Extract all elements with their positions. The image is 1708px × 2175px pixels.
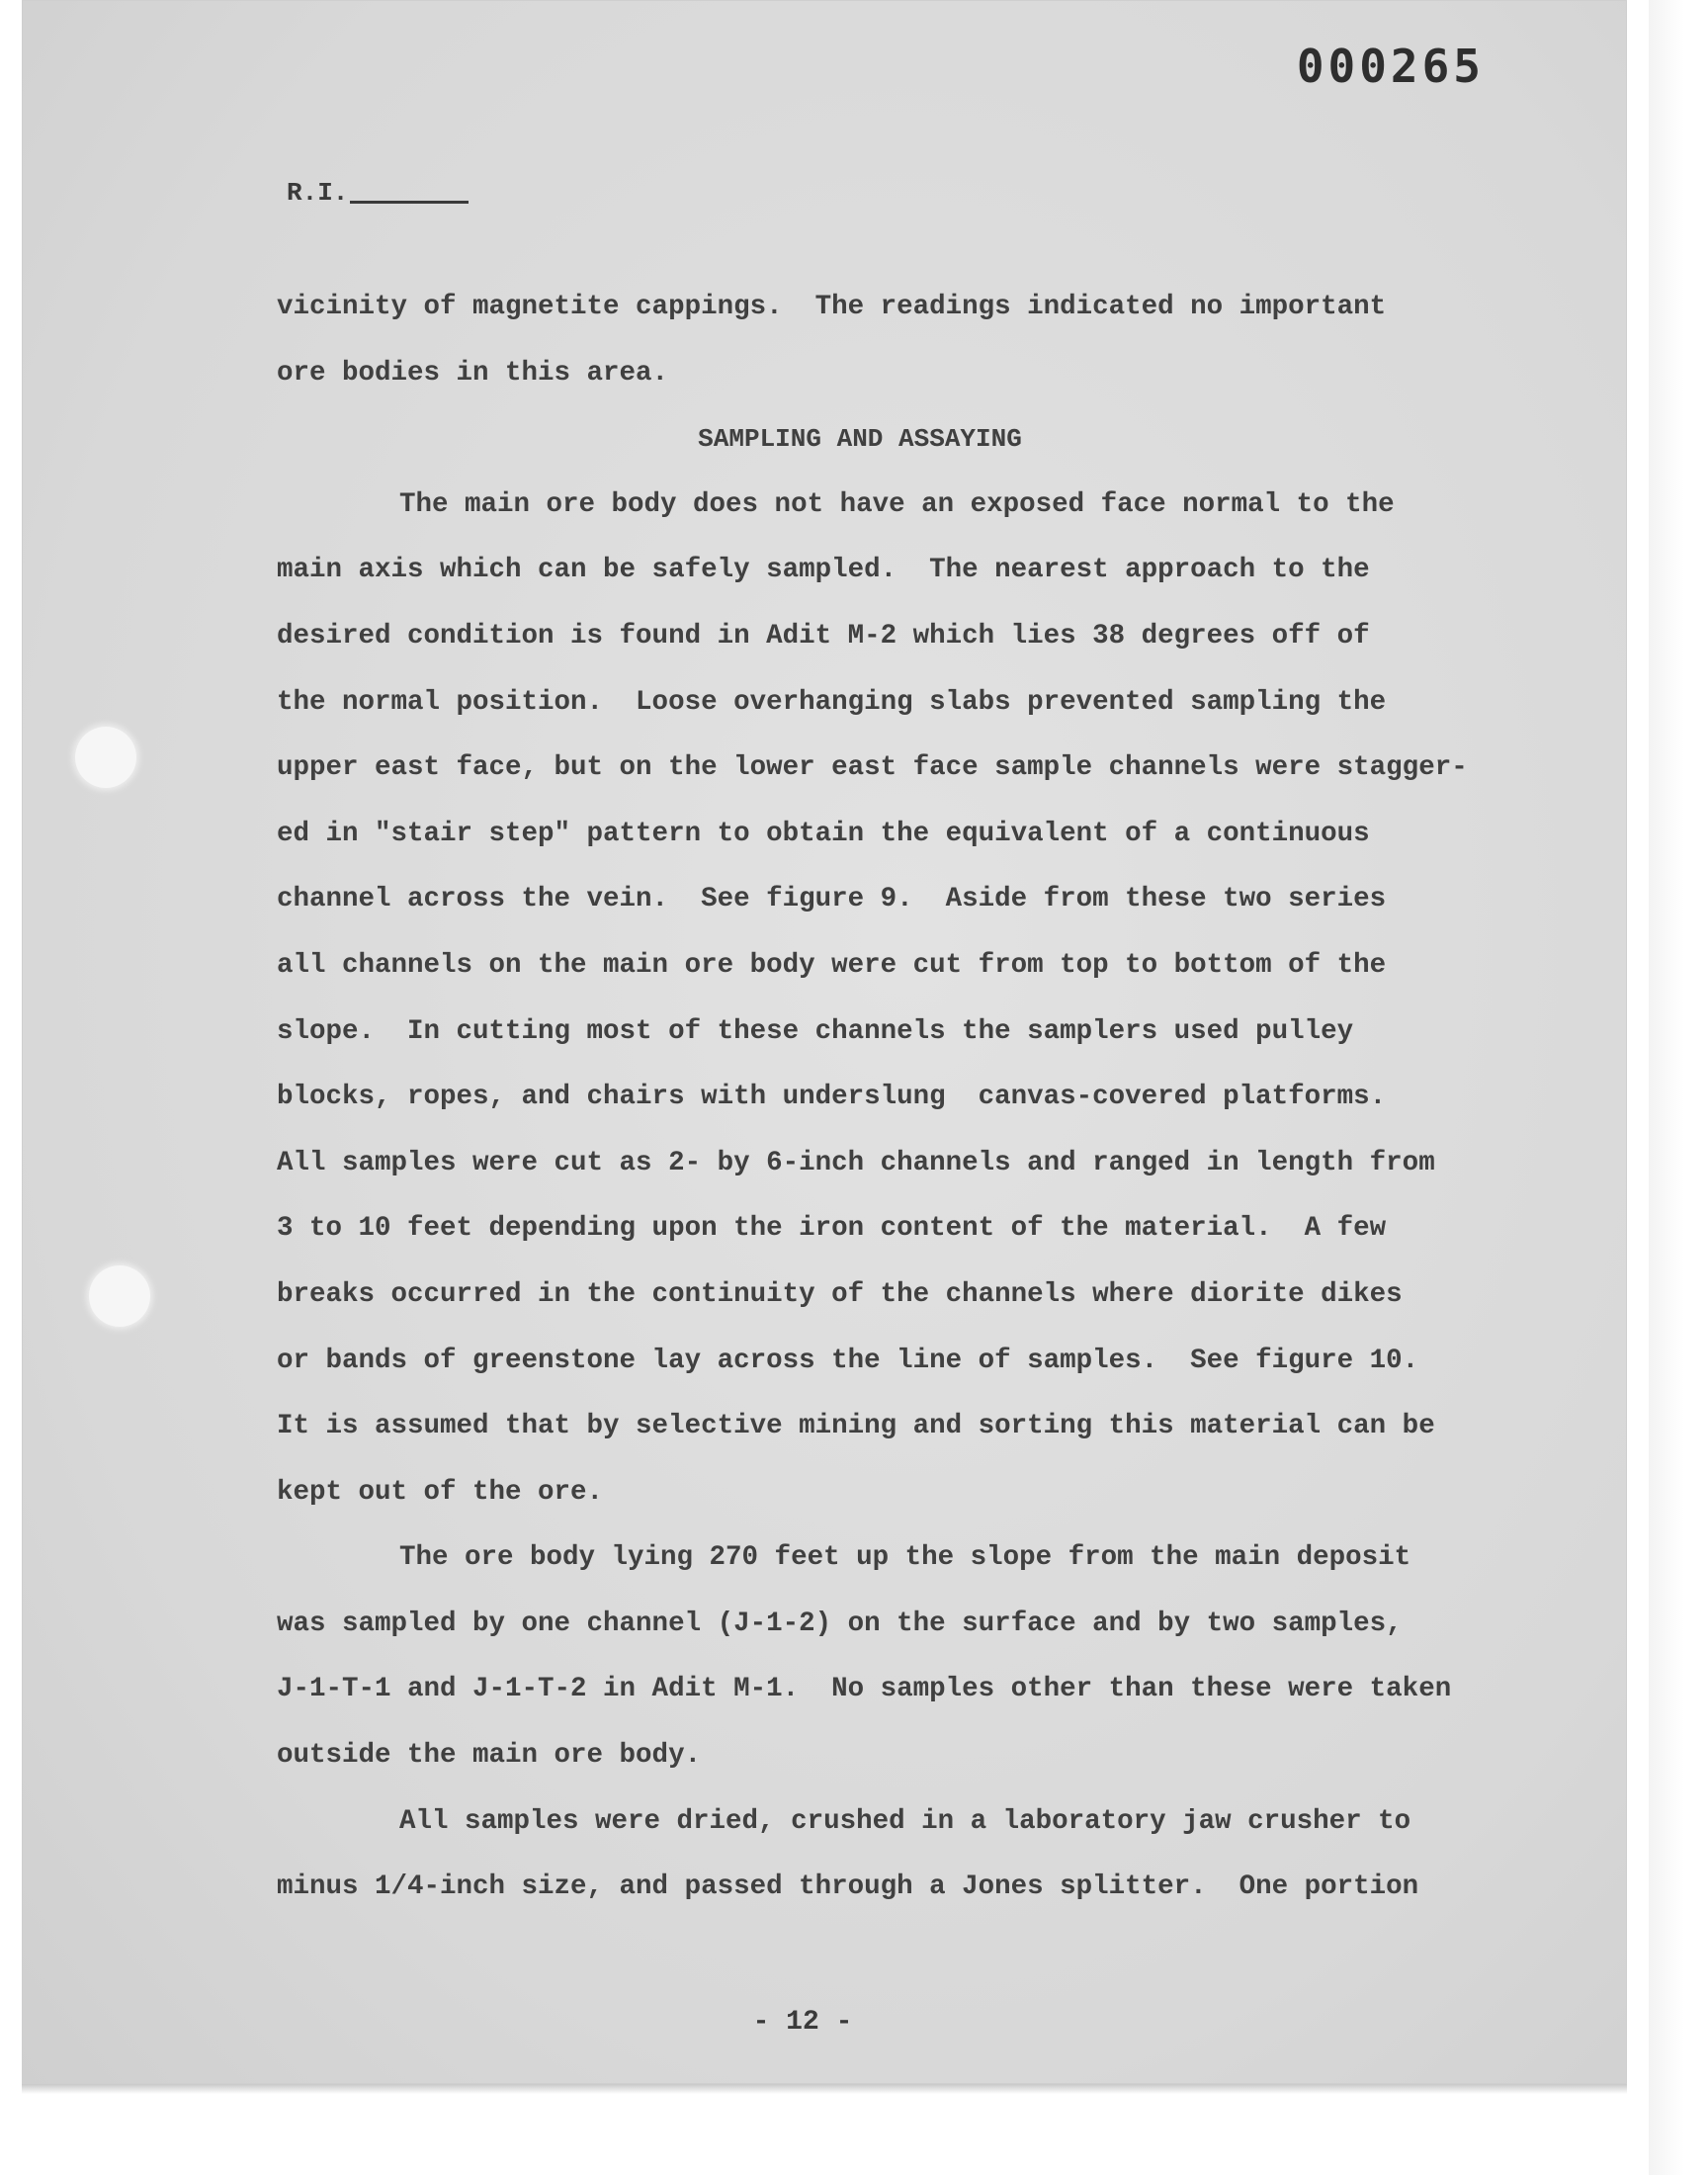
text-line: minus 1/4-inch size, and passed through a Jones splitter. One portion	[277, 1871, 1419, 1903]
text-line: main axis which can be safely sampled. The nearest approach to the	[277, 555, 1370, 586]
punch-hole	[75, 727, 136, 788]
ri-label: R.I.	[287, 178, 349, 208]
text-line: All samples were dried, crushed in a laboratory jaw crusher to	[399, 1805, 1411, 1837]
text-line: J-1-T-1 and J-1-T-2 in Adit M-1. No samples other than these were taken	[277, 1674, 1452, 1705]
text-line: ed in "stair step" pattern to obtain the equivalent of a continuous	[277, 818, 1370, 849]
section-heading: SAMPLING AND ASSAYING	[698, 424, 1022, 455]
text-line: desired condition is found in Adit M-2 which lies 38 degrees off of	[277, 620, 1370, 652]
document-number: 000265	[1296, 40, 1485, 93]
scan-background-edge	[1649, 0, 1708, 2175]
text-line: It is assumed that by selective mining and sorting this material can be	[277, 1411, 1435, 1442]
text-line: upper east face, but on the lower east face sample channels were stagger-	[277, 752, 1468, 784]
text-line: outside the main ore body.	[277, 1740, 702, 1772]
text-line: All samples were cut as 2- by 6-inch channels and ranged in length from	[277, 1147, 1435, 1178]
punch-hole	[89, 1265, 150, 1327]
text-line: 3 to 10 feet depending upon the iron content of the material. A few	[277, 1213, 1387, 1245]
text-line: all channels on the main ore body were cut from top to bottom of the	[277, 949, 1387, 981]
ri-blank-line	[350, 199, 469, 204]
page-bottom-edge	[22, 2084, 1627, 2094]
text-line: the normal position. Loose overhanging slabs prevented sampling the	[277, 686, 1387, 718]
text-line: blocks, ropes, and chairs with underslung canvas-covered platforms.	[277, 1082, 1387, 1113]
text-line: The main ore body does not have an exposed face normal to the	[399, 488, 1395, 520]
ri-field	[287, 178, 469, 208]
text-line: ore bodies in this area.	[277, 357, 669, 389]
text-line: channel across the vein. See figure 9. Aside from these two series	[277, 884, 1387, 915]
text-line: was sampled by one channel (J-1-2) on the surface and by two samples,	[277, 1608, 1403, 1639]
text-line: breaks occurred in the continuity of the channels where diorite dikes	[277, 1278, 1403, 1310]
text-line: kept out of the ore.	[277, 1476, 604, 1508]
text-line: or bands of greenstone lay across the line of samples. See figure 10.	[277, 1345, 1419, 1376]
text-line: slope. In cutting most of these channels the samplers used pulley	[277, 1015, 1354, 1047]
page-number: - 12 -	[752, 2007, 853, 2038]
document-body	[277, 275, 1522, 1921]
text-line: The ore body lying 270 feet up the slope from the main deposit	[399, 1542, 1411, 1574]
text-line: vicinity of magnetite cappings. The readings indicated no important	[277, 292, 1387, 322]
